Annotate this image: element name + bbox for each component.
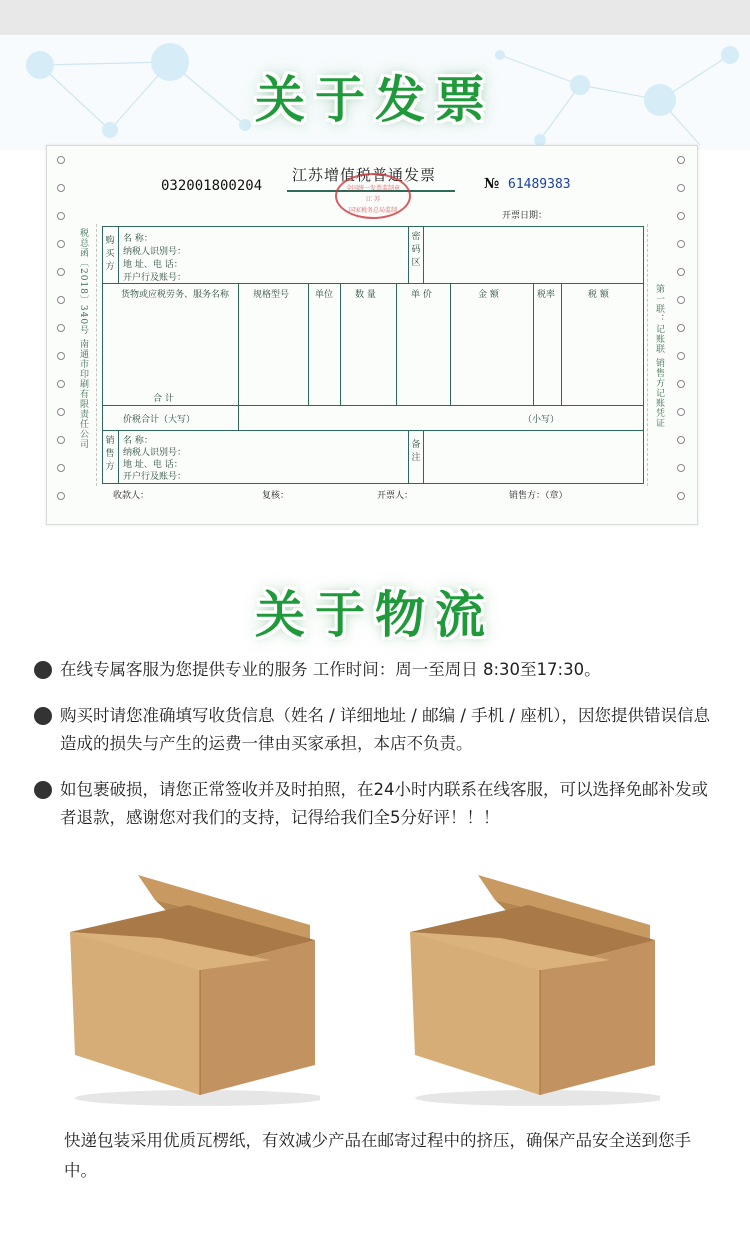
- packaging-caption: 快递包装采用优质瓦楞纸，有效减少产品在邮寄过程中的挤压，确保产品安全送到您手中。: [64, 1131, 691, 1180]
- remark-label: 备注: [411, 440, 421, 463]
- invoice-stamp: 全国统一发票监制章 江 苏 国家税务总局监制: [335, 173, 411, 219]
- grand-total-small-label: （小写）: [523, 415, 560, 425]
- grand-total-label: 价税合计（大写）: [123, 415, 196, 425]
- seller-field-taxid: 纳税人识别号：: [123, 448, 187, 458]
- seller-field-name: 名 称：: [123, 436, 153, 446]
- invoice-number: 61489383: [508, 177, 571, 192]
- total-label: 合 计: [153, 394, 174, 404]
- invoice-code: 032001800204: [161, 178, 263, 194]
- column-unit-price: 单 价: [411, 290, 432, 300]
- logistics-section-title: 关于物流: [255, 586, 495, 644]
- column-amount: 金 额: [478, 290, 499, 300]
- bullet-dot-icon: [34, 781, 52, 799]
- column-tax-rate: 税率: [537, 290, 556, 300]
- column-goods-name: 货物或应税劳务、服务名称: [121, 290, 230, 300]
- footer-reviewer: 复核：: [262, 491, 290, 501]
- note-text: 购买时请您准确填写收货信息（姓名 / 详细地址 / 邮编 / 手机 / 座机），因您提供错误信息造成的损失与产生的运费一律由买家承担，本店不负责。: [60, 706, 710, 753]
- cardboard-box-image: [400, 870, 660, 1110]
- cardboard-box-image: [60, 870, 320, 1110]
- column-unit: 单位: [315, 290, 334, 300]
- invoice-tractor-holes-right: [673, 156, 691, 516]
- invoice-tractor-holes-left: [53, 156, 71, 516]
- buyer-field-bank: 开户行及账号：: [123, 273, 187, 283]
- note-text: 在线专属客服为您提供专业的服务 工作时间：周一至周日 8:30至17:30。: [60, 660, 601, 679]
- column-spec: 规格型号: [253, 290, 290, 300]
- invoice-copy-strip: 第一联：记账联 销售方记账凭证: [647, 224, 669, 486]
- cipher-area-label: 密码区: [411, 232, 421, 268]
- invoice-number-label: №: [484, 176, 500, 192]
- note-item: [34, 702, 724, 758]
- footer-issuer: 开票人：: [377, 491, 414, 501]
- seller-field-address: 地 址、电 话：: [123, 460, 183, 470]
- buyer-field-address: 地 址、电 话：: [123, 260, 183, 270]
- buyer-field-name: 名 称：: [123, 234, 153, 244]
- footer-payee: 收款人：: [113, 491, 150, 501]
- invoice-section-title: 关于发票: [255, 71, 495, 129]
- seller-field-bank: 开户行及账号：: [123, 472, 187, 482]
- logistics-notes: [34, 656, 724, 832]
- note-item: [34, 656, 724, 684]
- seller-label: 销售方: [105, 436, 115, 472]
- bullet-dot-icon: [34, 707, 52, 725]
- note-item: [34, 776, 724, 832]
- note-text: 如包裹破损，请您正常签收并及时拍照，在24小时内联系在线客服，可以选择免邮补发或者退款，感谢您对我们的支持，记得给我们全5分好评！！！: [60, 780, 708, 827]
- buyer-label: 购买方: [105, 236, 115, 272]
- invoice-image: [46, 145, 698, 525]
- column-quantity: 数 量: [355, 290, 376, 300]
- bullet-dot-icon: [34, 661, 52, 679]
- footer-seller-seal: 销售方：（章）: [509, 491, 568, 501]
- invoice-table: [102, 226, 644, 484]
- column-tax-amount: 税 额: [588, 290, 609, 300]
- buyer-field-taxid: 纳税人识别号：: [123, 247, 187, 257]
- invoice-title: 江苏增值税普通发票: [292, 166, 437, 184]
- invoice-issue-date-label: 开票日期：: [502, 211, 548, 221]
- invoice-printer-strip: 税总函〔2018〕340号 南通市印刷有限责任公司: [77, 224, 97, 486]
